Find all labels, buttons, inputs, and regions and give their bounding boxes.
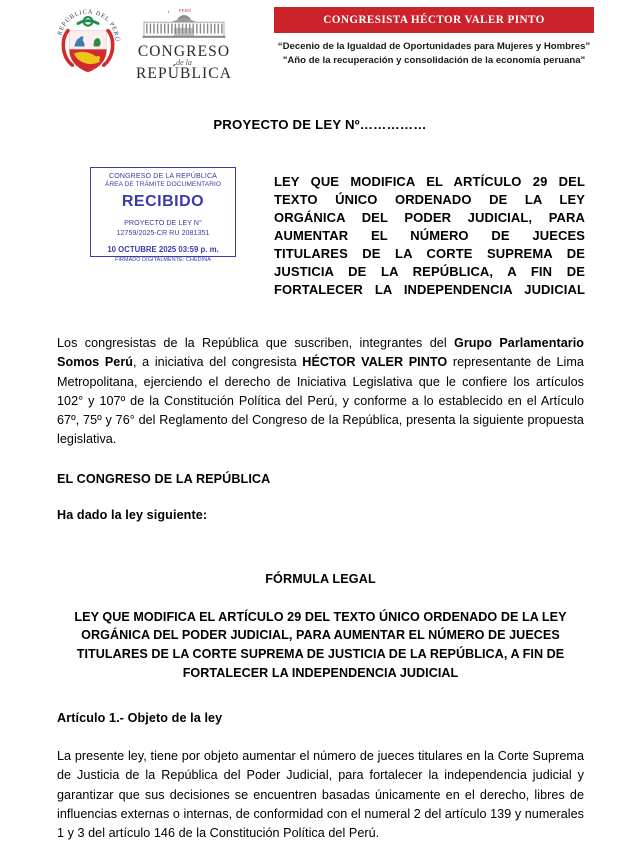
congreso-logo bbox=[130, 2, 238, 83]
grupo-parlamentario-bold: Grupo Parlamentario Somos Perú bbox=[57, 336, 584, 370]
spacer bbox=[57, 683, 584, 711]
congreso-line-2: REPÚBLICA bbox=[135, 65, 233, 83]
intro-text-1: Los congresistas de la República que suscriben, integrantes del bbox=[57, 336, 454, 350]
header-right-block bbox=[274, 7, 594, 68]
spacer bbox=[57, 522, 584, 550]
stamp-digital-signature: FIRMADO DIGITALMENTE: CHEDINA bbox=[115, 256, 211, 263]
reception-stamp bbox=[90, 167, 236, 263]
spacer bbox=[57, 586, 584, 608]
formula-legal-heading: FÓRMULA LEGAL bbox=[265, 571, 376, 586]
congresista-name-bold: HÉCTOR VALER PINTO bbox=[302, 355, 448, 370]
intro-paragraph bbox=[57, 334, 584, 450]
formula-legal-title: LEY QUE MODIFICA EL ARTÍCULO 29 DEL TEXTO ÚNICO ORDENADO DE LA LEY ORGÁNICA DEL PODER JUDICIAL, PARA AUMENTAR EL NÚMERO DE JUECES TITULARES DE LA CORTE SUPREMA DE JUSTICIA DE LA REPÚBLICA, A FIN DE FORTALECER LA INDEPENDENCIA JUDICIAL bbox=[74, 609, 567, 681]
peru-coat-of-arms-icon bbox=[52, 2, 124, 78]
lema-line-2: "Año de la recuperación y consolidación de la economía peruana" bbox=[282, 55, 586, 67]
stamp-proyecto-label: PROYECTO DE LEY N° bbox=[124, 218, 202, 228]
spacer bbox=[57, 486, 584, 508]
lema-line-1: “Decenio de la Igualdad de Oportunidades para Mujeres y Hombres” bbox=[277, 41, 591, 53]
stamp-recibido-label: RECIBIDO bbox=[121, 193, 205, 211]
stamp-date: 10 OCTUBRE 2025 03:59 p. m. bbox=[107, 244, 219, 254]
svg-text:REPÚBLICA DEL PERÚ: REPÚBLICA DEL PERÚ bbox=[57, 9, 120, 43]
stamp-area-line: ÁREA DE TRÁMITE DOCUMENTARIO bbox=[104, 180, 222, 188]
document-body bbox=[57, 334, 584, 843]
stamp-proyecto-number: 12759/2025-CR RU 2081351 bbox=[116, 227, 210, 237]
intro-text-2: , a iniciativa del congresista bbox=[133, 355, 303, 370]
spacer bbox=[57, 550, 584, 572]
congress-building-icon bbox=[134, 6, 234, 44]
ha-dado-heading: Ha dado la ley siguiente: bbox=[57, 507, 208, 522]
proyecto-de-ley-title: PROYECTO DE LEY Nº…………… bbox=[213, 117, 427, 132]
congreso-line-1: CONGRESO bbox=[137, 43, 231, 60]
congresista-banner: CONGRESISTA HÉCTOR VALER PINTO bbox=[274, 7, 594, 33]
document-header bbox=[0, 0, 640, 88]
svg-text:PERÚ: PERÚ bbox=[179, 8, 192, 14]
law-title-heading: LEY QUE MODIFICA EL ARTÍCULO 29 DEL TEXTO ÚNICO ORDENADO DE LA LEY ORGÁNICA DEL PODER JUDICIAL, PARA AUMENTAR EL NÚMERO DE JUECES TITULARES DE LA CORTE SUPREMA DE JUSTICIA DE LA REPÚBLICA, A FIN DE FORTALECER LA INDEPENDENCIA JUDICIAL bbox=[274, 174, 585, 297]
congreso-dela: de la bbox=[176, 58, 192, 68]
stamp-congreso-line: CONGRESO DE LA REPÚBLICA bbox=[108, 172, 218, 180]
articulo-1-heading: Artículo 1.- Objeto de la ley bbox=[57, 711, 223, 726]
el-congreso-heading: EL CONGRESO DE LA REPÚBLICA bbox=[57, 471, 271, 486]
spacer bbox=[57, 725, 584, 747]
header-logos bbox=[52, 2, 238, 83]
lemas-block bbox=[274, 33, 594, 68]
intro-text-3: representante de Lima Metropolitana, ejerciendo el derecho de Iniciativa Legislativa que le confiere los artículos 102° y 107º de la Constitución Política del Perú, y conforme a lo establecido en el Artículo 67º, 75º y 76° del Reglamento del Congreso de la República, presenta la siguiente propuesta legislativa. bbox=[57, 355, 584, 447]
spacer bbox=[57, 450, 584, 472]
articulo-1-paragraph: La presente ley, tiene por objeto aumentar el número de jueces titulares en la Corte Suprema de Justicia de la República del Poder Judicial, para fortalecer la independencia judicial y garantizar que sus decisiones se encuentren basadas únicamente en el derecho, libres de influencias externas o internas, de conformidad con el numeral 2 del artículo 139 y numerales 1 y 3 del artículo 146 de la Constitución Política del Perú. bbox=[57, 749, 584, 841]
